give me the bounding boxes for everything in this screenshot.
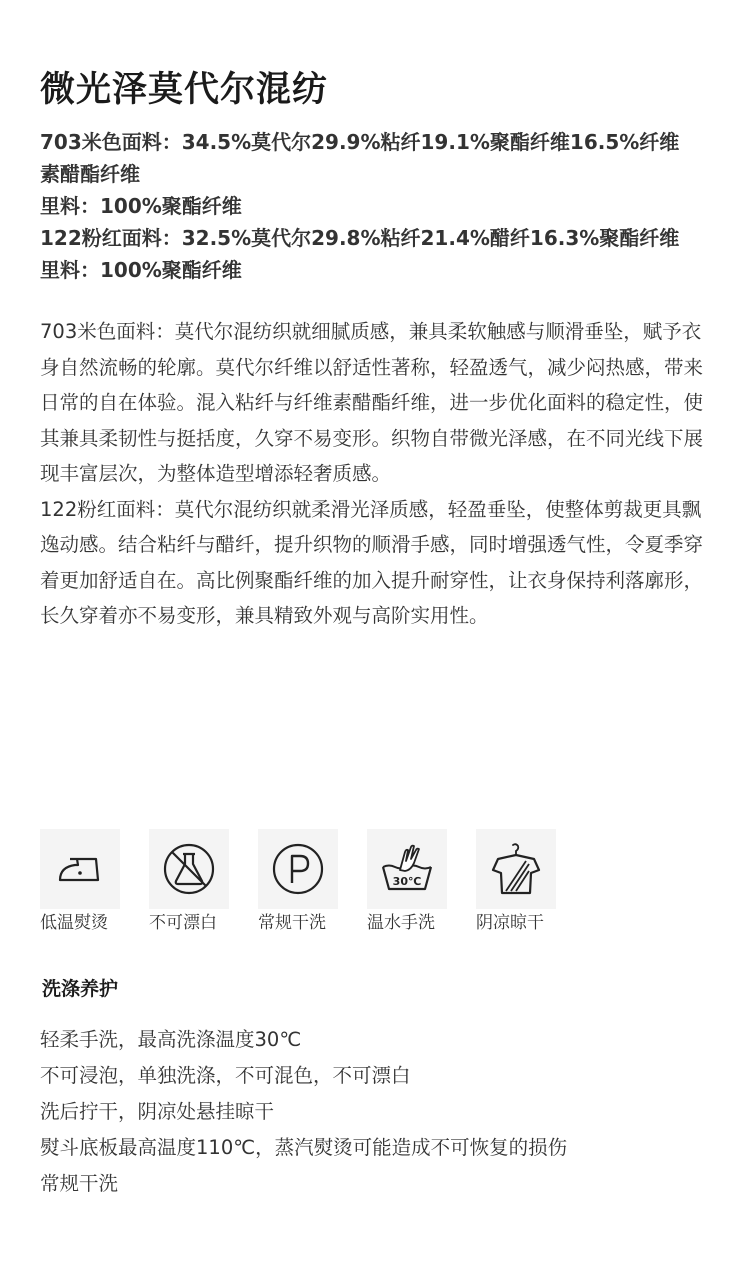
care-section-title: 洗涤养护	[42, 978, 119, 1000]
care-icon-label: 温水手洗	[367, 913, 435, 933]
care-instruction: 熨斗底板最高温度110℃，蒸汽熨烫可能造成不可恢复的损伤	[40, 1136, 568, 1159]
shade-dry-icon	[484, 837, 548, 901]
composition-line: 素醋酯纤维	[40, 162, 140, 186]
product-title: 微光泽莫代尔混纺	[40, 70, 329, 110]
composition-line: 122粉红面料：32.5%莫代尔29.8%粘纤21.4%醋纤16.3%聚酯纤维	[40, 226, 680, 250]
care-icon-label: 低温熨烫	[40, 913, 108, 933]
no-bleach-icon	[157, 837, 221, 901]
care-icon-label: 常规干洗	[258, 913, 326, 933]
care-icon-label: 阴凉晾干	[476, 913, 544, 933]
care-instruction: 洗后拧干，阴凉处悬挂晾干	[40, 1100, 275, 1123]
wash-temp-text: 30℃	[392, 875, 422, 888]
care-instruction: 轻柔手洗，最高洗涤温度30℃	[40, 1028, 302, 1051]
care-icon-item	[367, 829, 447, 935]
care-icon-label: 不可漂白	[149, 913, 217, 933]
low-temp-iron-icon	[48, 837, 112, 901]
care-instruction: 不可浸泡，单独洗涤，不可混色，不可漂白	[40, 1064, 411, 1087]
care-instruction: 常规干洗	[40, 1172, 119, 1195]
hand-wash-icon	[375, 837, 439, 901]
composition-line: 里料：100%聚酯纤维	[40, 258, 242, 282]
description-paragraph: 122粉红面料：莫代尔混纺织就柔滑光泽质感，轻盈垂坠，使整体剪裁更具飘逸动感。结合粘纤与醋纤，提升织物的顺滑手感，同时增强透气性，令夏季穿着更加舒适自在。高比例聚酯纤维的加入提升耐穿性，让衣身保持利落廓形，长久穿着亦不易变形，兼具精致外观与高阶实用性。	[40, 497, 704, 627]
composition-line: 里料：100%聚酯纤维	[40, 194, 242, 218]
care-icon-item	[476, 829, 556, 935]
description-paragraph: 703米色面料：莫代尔混纺织就细腻质感，兼具柔软触感与顺滑垂坠，赋予衣身自然流畅的轮廓。莫代尔纤维以舒适性著称，轻盈透气，减少闷热感，带来日常的自在体验。混入粘纤与纤维素醋酯纤维，进一步优化面料的稳定性，使其兼具柔韧性与挺括度，久穿不易变形。织物自带微光泽感，在不同光线下展现丰富层次，为整体造型增添轻奢质感。	[40, 320, 704, 485]
fabric-description	[40, 314, 705, 634]
care-instructions-list	[40, 1022, 567, 1202]
care-icon-item	[40, 829, 120, 935]
composition-line: 703米色面料：34.5%莫代尔29.9%粘纤19.1%聚酯纤维16.5%纤维	[40, 130, 680, 154]
care-icon-item	[258, 829, 338, 935]
dry-clean-icon	[266, 837, 330, 901]
care-icon-item	[149, 829, 229, 935]
care-icons-row	[40, 829, 720, 939]
fabric-composition	[40, 126, 720, 286]
